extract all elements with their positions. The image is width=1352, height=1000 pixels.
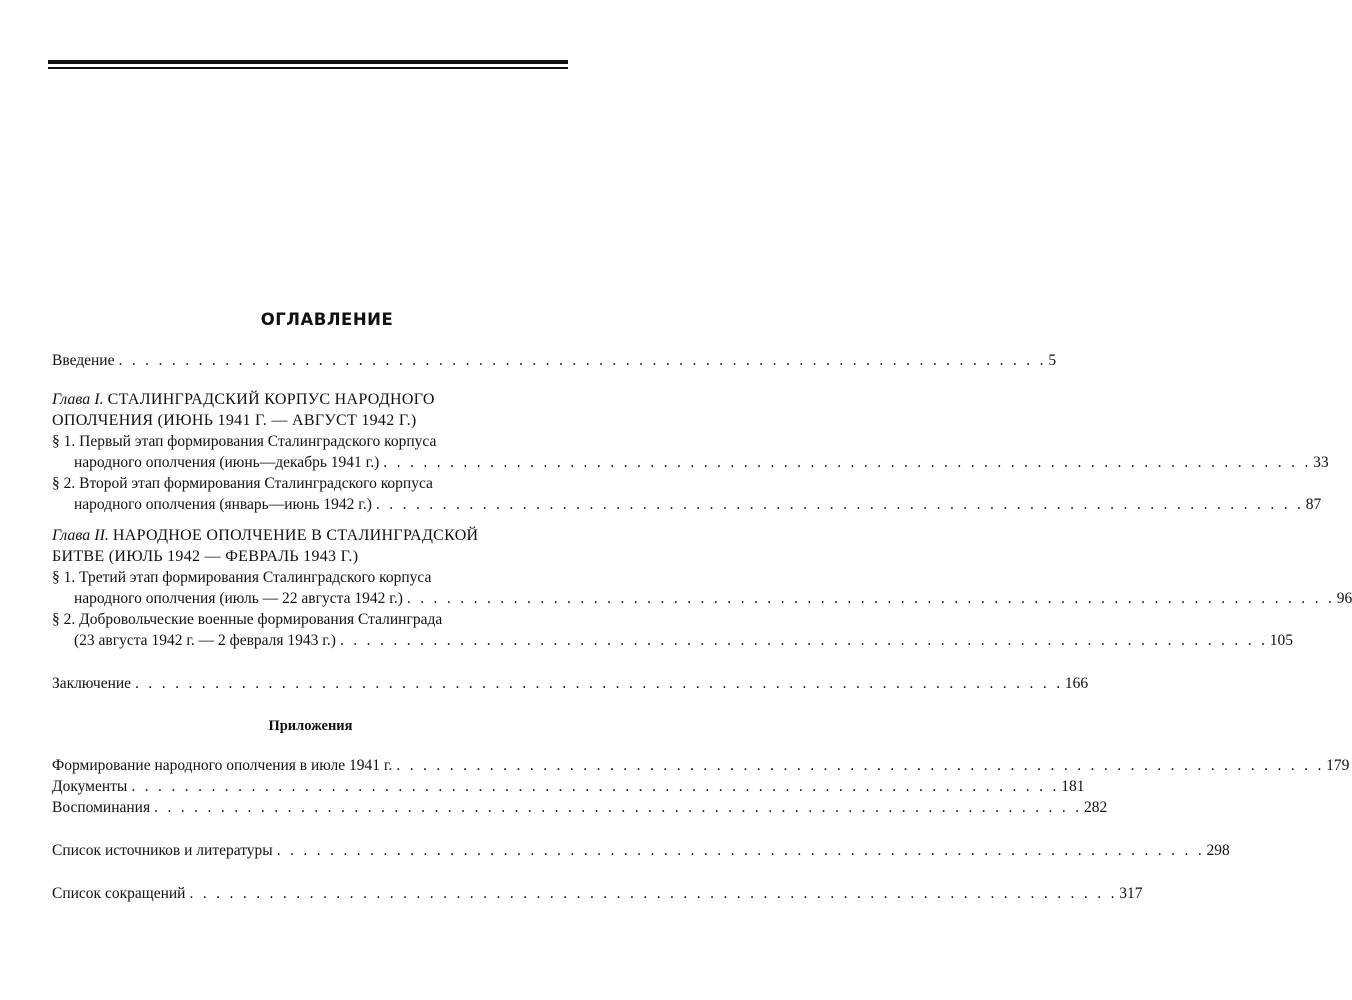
appendix-item[interactable] (52, 797, 1108, 818)
dot-leader: . . . . . . . . . . . . . . . . . . . . . . . . . . . . . . . . . . . . . . . . . . . . . . . . . . . . . . . . . . . . . . . . . . . . . . (396, 757, 1325, 774)
ch1-section-2-line2: народного ополчения (январь—июнь 1942 г.) (74, 496, 372, 513)
header-rule-thick (48, 60, 568, 64)
toc-entry-page: 179 (1326, 757, 1350, 774)
dot-leader: . . . . . . . . . . . . . . . . . . . . . . . . . . . . . . . . . . . . . . . . . . . . . . . . . . . . . . . . . . . . . . . . . . . . . . (406, 590, 1335, 607)
toc-entry-page: 33 (1313, 454, 1329, 471)
toc-entry-label: Воспоминания (52, 799, 151, 816)
toc-entry-page: 105 (1269, 632, 1294, 649)
ch2-section-1[interactable] (52, 588, 1352, 609)
dot-leader: . . . . . . . . . . . . . . . . . . . . . . . . . . . . . . . . . . . . . . . . . . . . . . . . . . . . . . . . . . . . . . . . . . . . . . (189, 885, 1118, 902)
chapter-1-title-line1: СТАЛИНГРАДСКИЙ КОРПУС НАРОДНОГО (107, 391, 435, 408)
toc-entry-label: Список источников и литературы (52, 842, 273, 859)
toc-entry-label: Список сокращений (52, 885, 186, 902)
ch2-section-2-line1[interactable]: § 2. Добровольческие военные формирования Сталинграда (52, 611, 443, 628)
toc-entry-page: 96 (1336, 590, 1352, 607)
dot-leader: . . . . . . . . . . . . . . . . . . . . . . . . . . . . . . . . . . . . . . . . . . . . . . . . . . . . . . . . . . . . . . . . . . . . . . (383, 454, 1312, 471)
ch1-section-1-line2: народного ополчения (июнь—декабрь 1941 г.) (74, 454, 380, 471)
dot-leader: . . . . . . . . . . . . . . . . . . . . . . . . . . . . . . . . . . . . . . . . . . . . . . . . . . . . . . . . . . . . . . . . . . . . . . (154, 799, 1082, 816)
chapter-2-prefix: Глава II. (52, 527, 113, 544)
toc-entry-intro[interactable] (52, 350, 1057, 371)
dot-leader: . . . . . . . . . . . . . . . . . . . . . . . . . . . . . . . . . . . . . . . . . . . . . . . . . . . . . . . . . . . . . . . . . . . . . . (131, 778, 1060, 795)
toc-entry-label: Заключение (52, 675, 132, 692)
dot-leader: . . . . . . . . . . . . . . . . . . . . . . . . . . . . . . . . . . . . . . . . . . . . . . . . . . . . . . . . . . . . . . . . . . . . . . (276, 842, 1205, 859)
ch1-section-2-line1[interactable]: § 2. Второй этап формирования Сталинградского корпуса (52, 475, 433, 492)
toc-entry-page: 181 (1061, 778, 1085, 795)
chapter-2-title-line2: БИТВЕ (ИЮЛЬ 1942 — ФЕВРАЛЬ 1943 Г.) (52, 548, 359, 565)
toc-title: ОГЛАВЛЕНИЕ (260, 310, 394, 329)
chapter-1-heading[interactable] (52, 389, 569, 410)
toc-entry-label: Документы (52, 778, 128, 795)
ch2-section-2-line2: (23 августа 1942 г. — 2 февраля 1943 г.) (74, 632, 336, 649)
dot-leader: . . . . . . . . . . . . . . . . . . . . . . . . . . . . . . . . . . . . . . . . . . . . . . . . . . . . . . . . . . . . . . . . . . . . . . (375, 496, 1304, 513)
header-rule-thin (48, 67, 568, 69)
toc-entry-page: 317 (1119, 885, 1143, 902)
appendix-item[interactable] (52, 755, 1350, 776)
toc-entry-page: 282 (1083, 799, 1108, 816)
dot-leader: . . . . . . . . . . . . . . . . . . . . . . . . . . . . . . . . . . . . . . . . . . . . . . . . . . . . . . . . . . . . . . . . . . . . . . (339, 632, 1268, 649)
toc-entry-conclusion[interactable] (52, 673, 1089, 694)
chapter-2-title-line1: НАРОДНОЕ ОПОЛЧЕНИЕ В СТАЛИНГРАДСКОЙ (112, 527, 479, 544)
appendix-item[interactable] (52, 776, 1085, 797)
toc-entry-label: Введение (52, 352, 115, 369)
toc-entry-page: 166 (1064, 675, 1089, 692)
dot-leader: . . . . . . . . . . . . . . . . . . . . . . . . . . . . . . . . . . . . . . . . . . . . . . . . . . . . . . . . . . . . . . . . . . . . . . (118, 352, 1047, 369)
chapter-2-heading[interactable] (52, 525, 569, 546)
ch2-section-1-line2: народного ополчения (июль — 22 августа 1942 г.) (74, 590, 403, 607)
toc-entry-abbreviations[interactable] (52, 883, 1143, 904)
toc-entry-page: 87 (1305, 496, 1322, 513)
table-of-contents (52, 350, 1352, 904)
ch1-section-2[interactable] (52, 494, 1322, 515)
ch2-section-2[interactable] (52, 630, 1294, 651)
toc-entry-sources[interactable] (52, 840, 1230, 861)
toc-entry-page: 298 (1206, 842, 1230, 859)
chapter-1-prefix: Глава I. (52, 391, 108, 408)
chapter-1-title-line2: ОПОЛЧЕНИЯ (ИЮНЬ 1941 Г. — АВГУСТ 1942 Г.) (52, 412, 417, 429)
ch2-section-1-line1[interactable]: § 1. Третий этап формирования Сталинградского корпуса (52, 569, 432, 586)
appendix-heading: Приложения (268, 718, 353, 734)
dot-leader: . . . . . . . . . . . . . . . . . . . . . . . . . . . . . . . . . . . . . . . . . . . . . . . . . . . . . . . . . . . . . . . . . . . . . . (135, 675, 1063, 692)
toc-entry-page: 5 (1048, 352, 1057, 369)
toc-entry-label: Формирование народного ополчения в июле 1941 г. (52, 757, 393, 774)
ch1-section-1[interactable] (52, 452, 1329, 473)
ch1-section-1-line1[interactable]: § 1. Первый этап формирования Сталинградского корпуса (52, 433, 437, 450)
